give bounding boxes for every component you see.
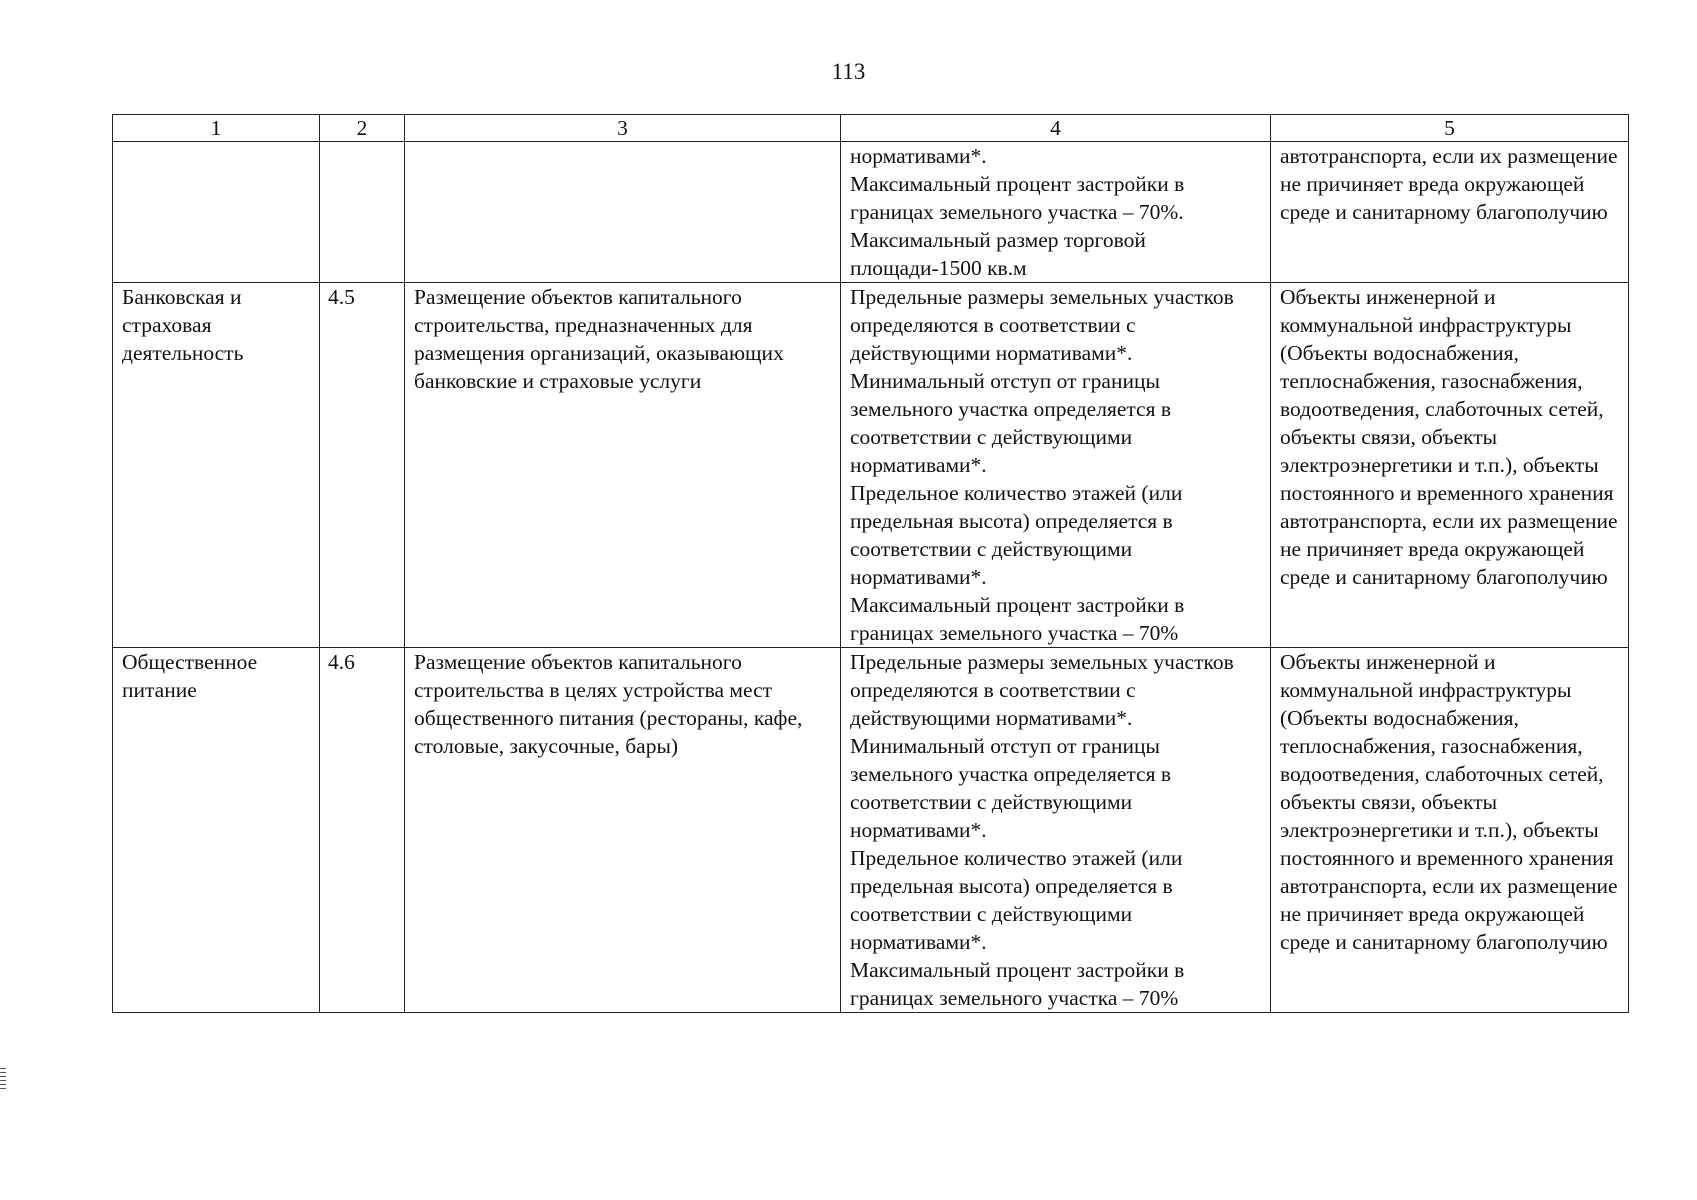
auxiliary-uses-cell: Объекты инженерной и коммунальной инфраструктуры (Объекты водоснабжения, теплоснабжения, газоснабжения, водоотведения, слаботочных сетей, объекты связи, объекты электроэнергетики и т.п.), объекты постоянного и временного хранения автотранспорта, если их размещение не причиняет вреда окружающей среде и санитарному благополучию (1271, 648, 1629, 1013)
page-number: 113 (831, 59, 866, 84)
description-cell: Размещение объектов капитального строительства, предназначенных для размещения организаций, оказывающих банковские и страховые услуги (405, 283, 841, 648)
parameters-cell: Предельные размеры земельных участков определяются в соответствии с действующими нормативами*. Минимальный отступ от границы земельного участка определяется в соответствии с действующими нормативами*. Предельное количество этажей (или предельная высота) определяется в соответствии с действующими нормативами*. Максимальный процент застройки в границах земельного участка – 70% (841, 283, 1271, 648)
use-type-cell (113, 142, 320, 283)
code-cell: 4.5 (320, 283, 405, 648)
use-type-cell: Общественное питание (113, 648, 320, 1013)
column-header: 5 (1271, 115, 1629, 142)
auxiliary-uses-cell: автотранспорта, если их размещение не причиняет вреда окружающей среде и санитарному благополучию (1271, 142, 1629, 283)
code-cell (320, 142, 405, 283)
table-header-row (113, 115, 1629, 142)
table-row (113, 142, 1629, 283)
parameters-cell: Предельные размеры земельных участков определяются в соответствии с действующими нормативами*. Минимальный отступ от границы земельного участка определяется в соответствии с действующими нормативами*. Предельное количество этажей (или предельная высота) определяется в соответствии с действующими нормативами*. Максимальный процент застройки в границах земельного участка – 70% (841, 648, 1271, 1013)
code-cell: 4.6 (320, 648, 405, 1013)
parameters-cell: нормативами*. Максимальный процент застройки в границах земельного участка – 70%. Максимальный размер торговой площади-1500 кв.м (841, 142, 1271, 283)
column-header: 3 (405, 115, 841, 142)
description-cell (405, 142, 841, 283)
column-header: 2 (320, 115, 405, 142)
regulations-table (112, 114, 1629, 1013)
table-row (113, 648, 1629, 1013)
column-header: 1 (113, 115, 320, 142)
scan-edge-marks (0, 1068, 6, 1090)
column-header: 4 (841, 115, 1271, 142)
auxiliary-uses-cell: Объекты инженерной и коммунальной инфраструктуры (Объекты водоснабжения, теплоснабжения, газоснабжения, водоотведения, слаботочных сетей, объекты связи, объекты электроэнергетики и т.п.), объекты постоянного и временного хранения автотранспорта, если их размещение не причиняет вреда окружающей среде и санитарному благополучию (1271, 283, 1629, 648)
use-type-cell: Банковская и страховая деятельность (113, 283, 320, 648)
table-row (113, 283, 1629, 648)
description-cell: Размещение объектов капитального строительства в целях устройства мест общественного питания (рестораны, кафе, столовые, закусочные, бары) (405, 648, 841, 1013)
